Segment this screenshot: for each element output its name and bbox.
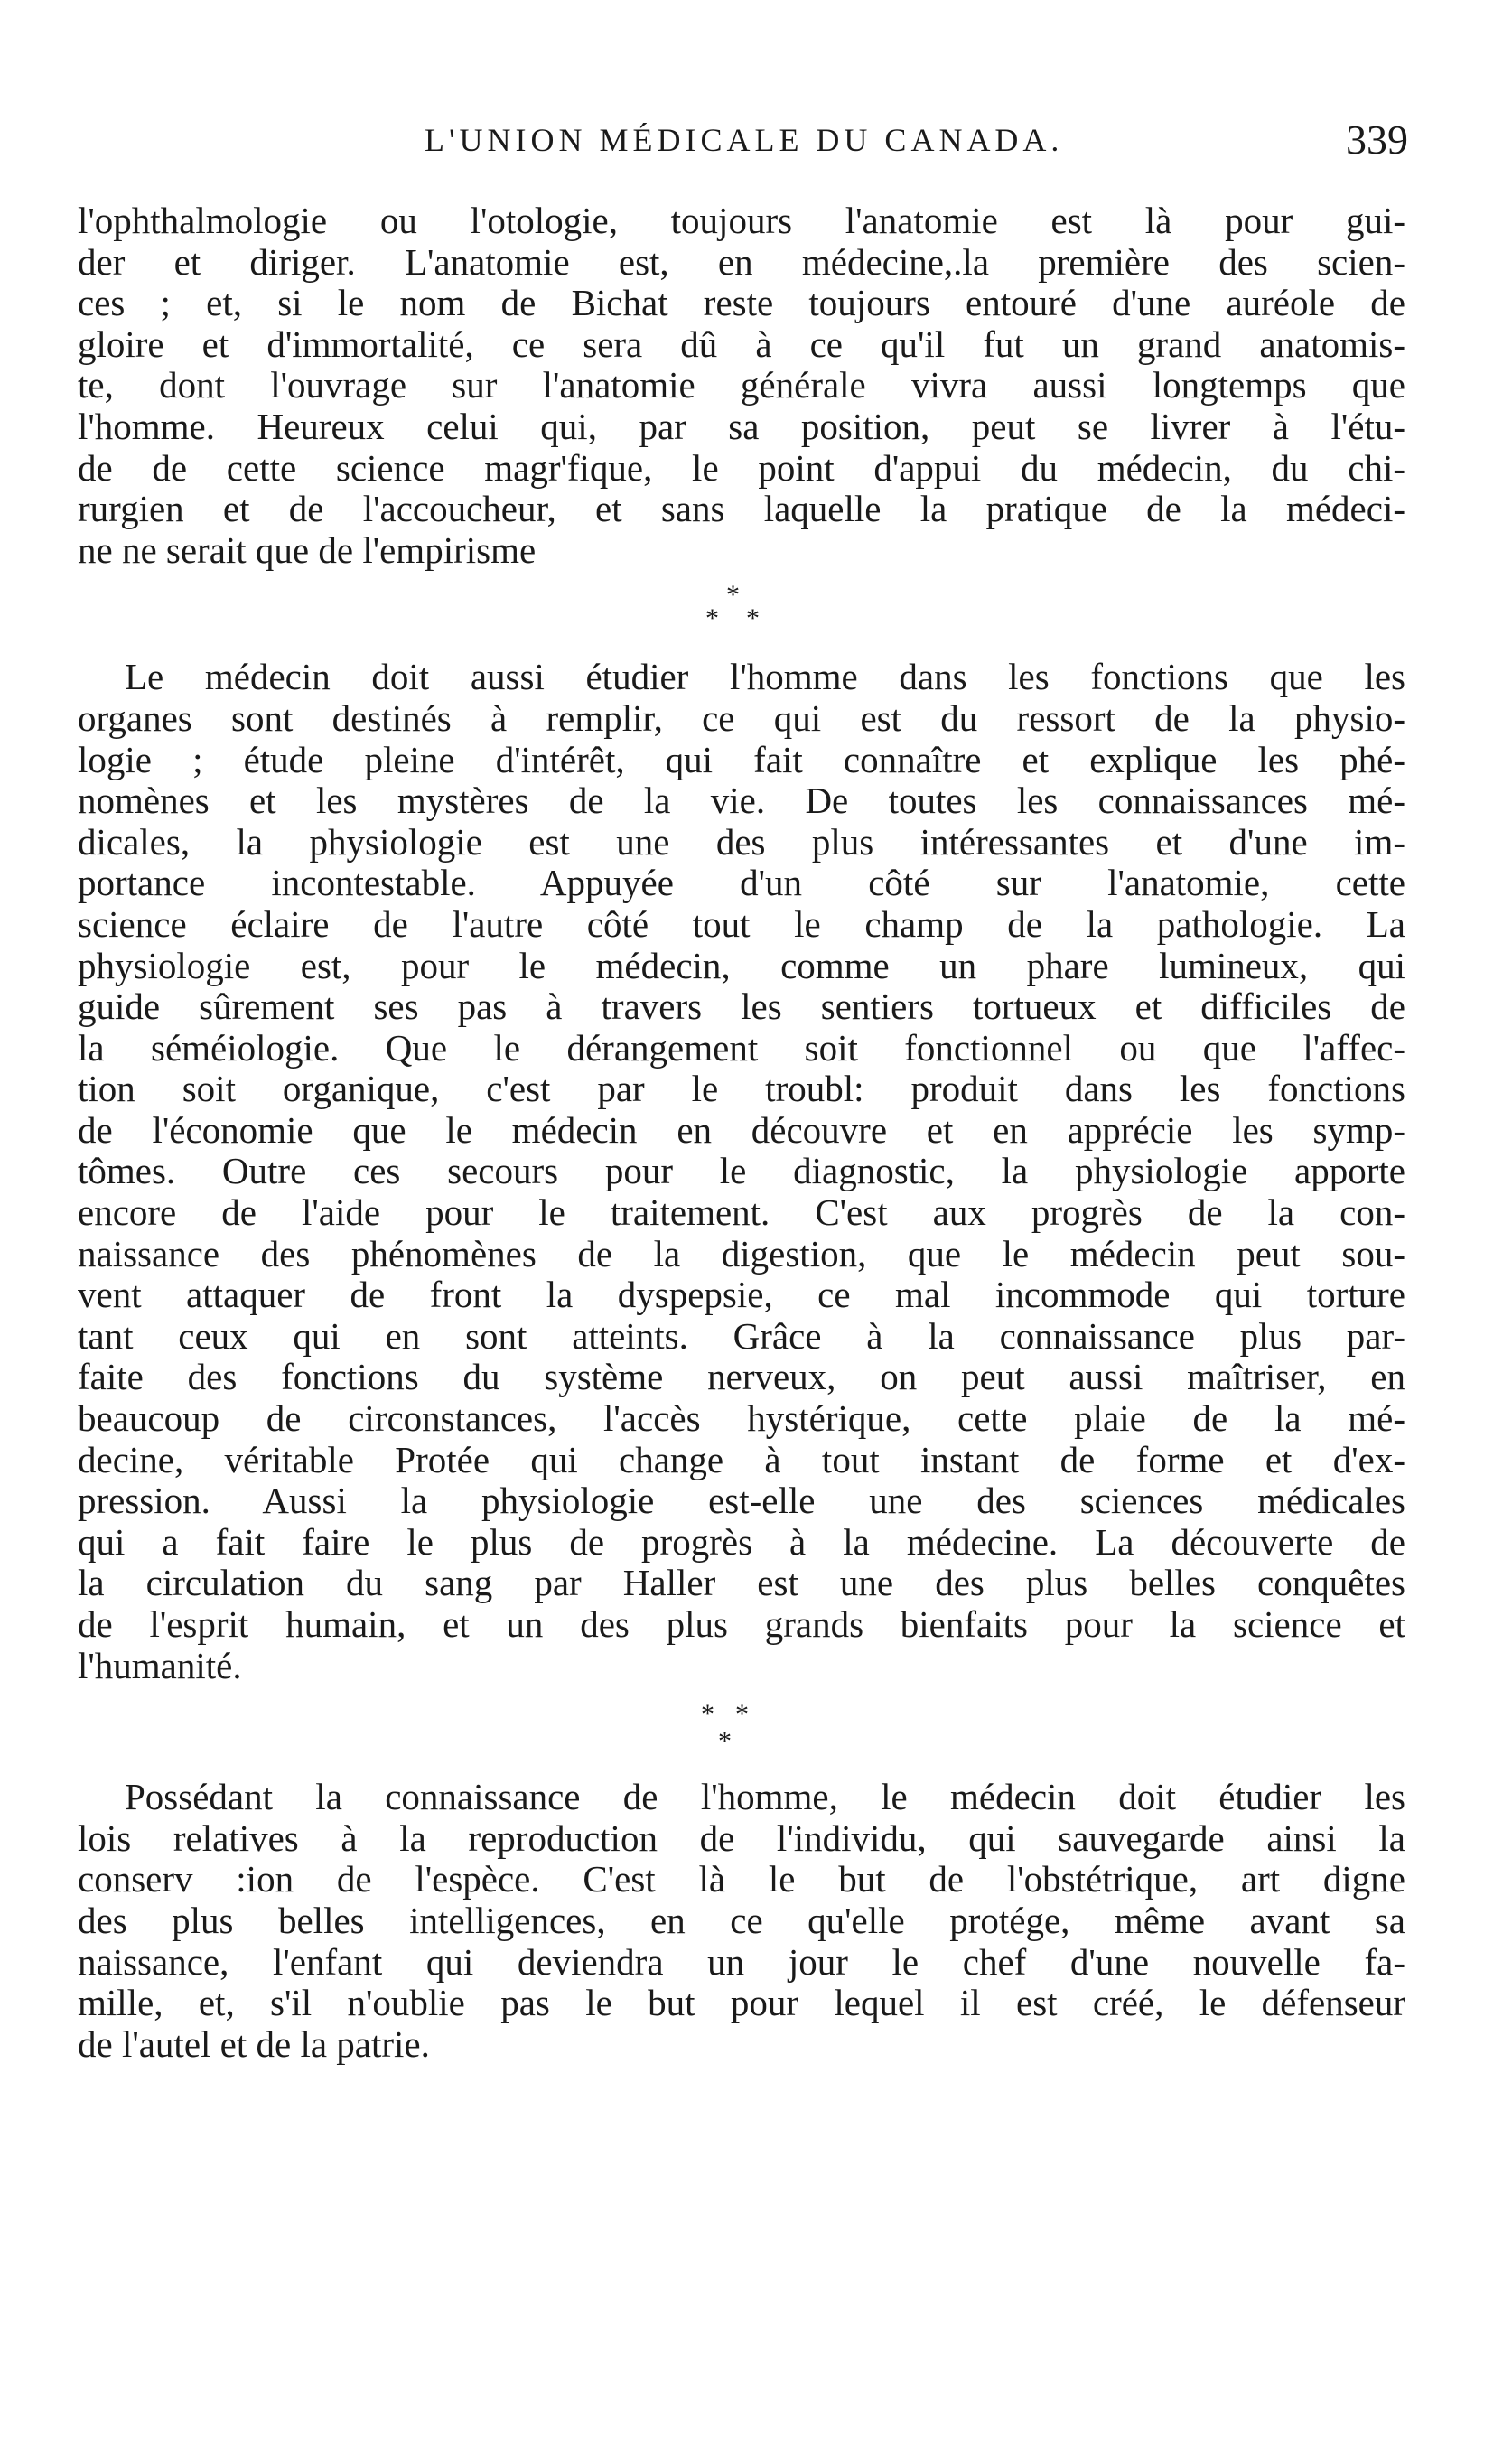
text-line: de l'esprit humain, et un des plus grands bienfaits pour la science et (78, 1603, 1405, 1645)
running-title: L'UNION MÉDICALE DU CANADA. (425, 122, 1064, 158)
text-line: physiologie est, pour le médecin, comme un phare lumineux, qui (78, 944, 1405, 986)
asterisk-icon: * (726, 580, 740, 611)
asterisk-icon: * (735, 1699, 749, 1730)
text-line: faite des fonctions du système nerveux, on peut aussi maîtriser, en (78, 1356, 1405, 1398)
text-line: dicales, la physiologie est une des plus intéressantes et d'une im- (78, 820, 1405, 863)
asterisk-icon: * (705, 603, 719, 634)
text-line: lois relatives à la reproduction de l'individu, qui sauvegarde ainsi la (78, 1816, 1405, 1859)
text-line: der et diriger. L'anatomie est, en médecine,.la première des scien- (78, 240, 1405, 283)
text-line: nomènes et les mystères de la vie. De toutes les connaissances mé- (78, 780, 1405, 822)
paragraph-physiology (78, 657, 1405, 1686)
text-line: pression. Aussi la physiologie est-elle une des sciences médicales (78, 1480, 1405, 1522)
running-head (0, 116, 1512, 170)
section-divider-asterism (78, 571, 1405, 657)
asterisk-icon: * (746, 603, 760, 634)
text-line: science éclaire de l'autre côté tout le champ de la pathologie. La (78, 902, 1405, 945)
asterisk-icon: * (718, 1726, 732, 1757)
text-line: de l'autel et de la patrie. (78, 2022, 430, 2065)
text-line: gloire et d'immortalité, ce sera dû à ce qu'il fut un grand anatomis- (78, 322, 1405, 365)
text-line: tion soit organique, c'est par le troubl: produit dans les fonctions (78, 1068, 1405, 1110)
section-divider-asterism (78, 1686, 1405, 1777)
text-line: organes sont destinés à remplir, ce qui est du ressort de la physio- (78, 696, 1405, 739)
text-line: mille, et, s'il n'oublie pas le but pour lequel il est créé, le défenseur (78, 1982, 1405, 2024)
text-line: beaucoup de circonstances, l'accès hystérique, cette plaie de la mé- (78, 1397, 1405, 1440)
text-line: Possédant la connaissance de l'homme, le médecin doit étudier les (125, 1776, 1405, 1818)
text-line: logie ; étude pleine d'intérêt, qui fait connaître et explique les phé- (78, 738, 1405, 780)
text-line: des plus belles intelligences, en ce qu'elle protége, même avant sa (78, 1899, 1405, 1941)
text-line: de de cette science magr'fique, le point d'appui du médecin, du chi- (78, 446, 1405, 489)
paragraph-obstetrics (78, 1777, 1405, 2065)
text-line: l'humanité. (78, 1644, 242, 1686)
text-line: decine, véritable Protée qui change à tout instant de forme et d'ex- (78, 1438, 1405, 1480)
text-line: l'homme. Heureux celui qui, par sa position, peut se livrer à l'étu- (78, 405, 1405, 447)
text-line: portance incontestable. Appuyée d'un côté sur l'anatomie, cette (78, 862, 1405, 904)
text-line: l'ophthalmologie ou l'otologie, toujours l'anatomie est là pour gui- (78, 200, 1405, 241)
text-line: qui a fait faire le plus de progrès à la médecine. La découverte de (78, 1520, 1405, 1563)
text-line: guide sûrement ses pas à travers les sentiers tortueux et difficiles de (78, 985, 1405, 1028)
text-line: vent attaquer de front la dyspepsie, ce mal incommode qui torture (78, 1274, 1405, 1316)
text-line: encore de l'aide pour le traitement. C'est aux progrès de la con- (78, 1191, 1405, 1234)
text-line: la séméiologie. Que le dérangement soit fonctionnel ou que l'affec- (78, 1026, 1405, 1069)
text-line: te, dont l'ouvrage sur l'anatomie générale vivra aussi longtemps que (78, 364, 1405, 406)
text-line: rurgien et de l'accoucheur, et sans laquelle la pratique de la médeci- (78, 488, 1405, 530)
text-line: conserv :ion de l'espèce. C'est là le but de l'obstétrique, art digne (78, 1858, 1405, 1900)
text-line: de l'économie que le médecin en découvre et en apprécie les symp- (78, 1108, 1405, 1151)
body-text (78, 201, 1405, 2065)
text-line: tant ceux qui en sont atteints. Grâce à la connaissance plus par- (78, 1314, 1405, 1357)
page-number: 339 (1346, 117, 1408, 163)
text-line: Le médecin doit aussi étudier l'homme dans les fonctions que les (125, 656, 1405, 698)
text-line: tômes. Outre ces secours pour le diagnostic, la physiologie apporte (78, 1150, 1405, 1192)
text-line: naissance, l'enfant qui deviendra un jour le chef d'une nouvelle fa- (78, 1940, 1405, 1983)
text-line: la circulation du sang par Haller est une des plus belles conquêtes (78, 1562, 1405, 1604)
text-line: ne ne serait que de l'empirisme (78, 528, 537, 571)
text-line: ces ; et, si le nom de Bichat reste toujours entouré d'une auréole de (78, 282, 1405, 324)
text-line: naissance des phénomènes de la digestion, que le médecin peut sou- (78, 1232, 1405, 1275)
paragraph-anatomy (78, 201, 1405, 571)
asterisk-icon: * (701, 1699, 714, 1730)
